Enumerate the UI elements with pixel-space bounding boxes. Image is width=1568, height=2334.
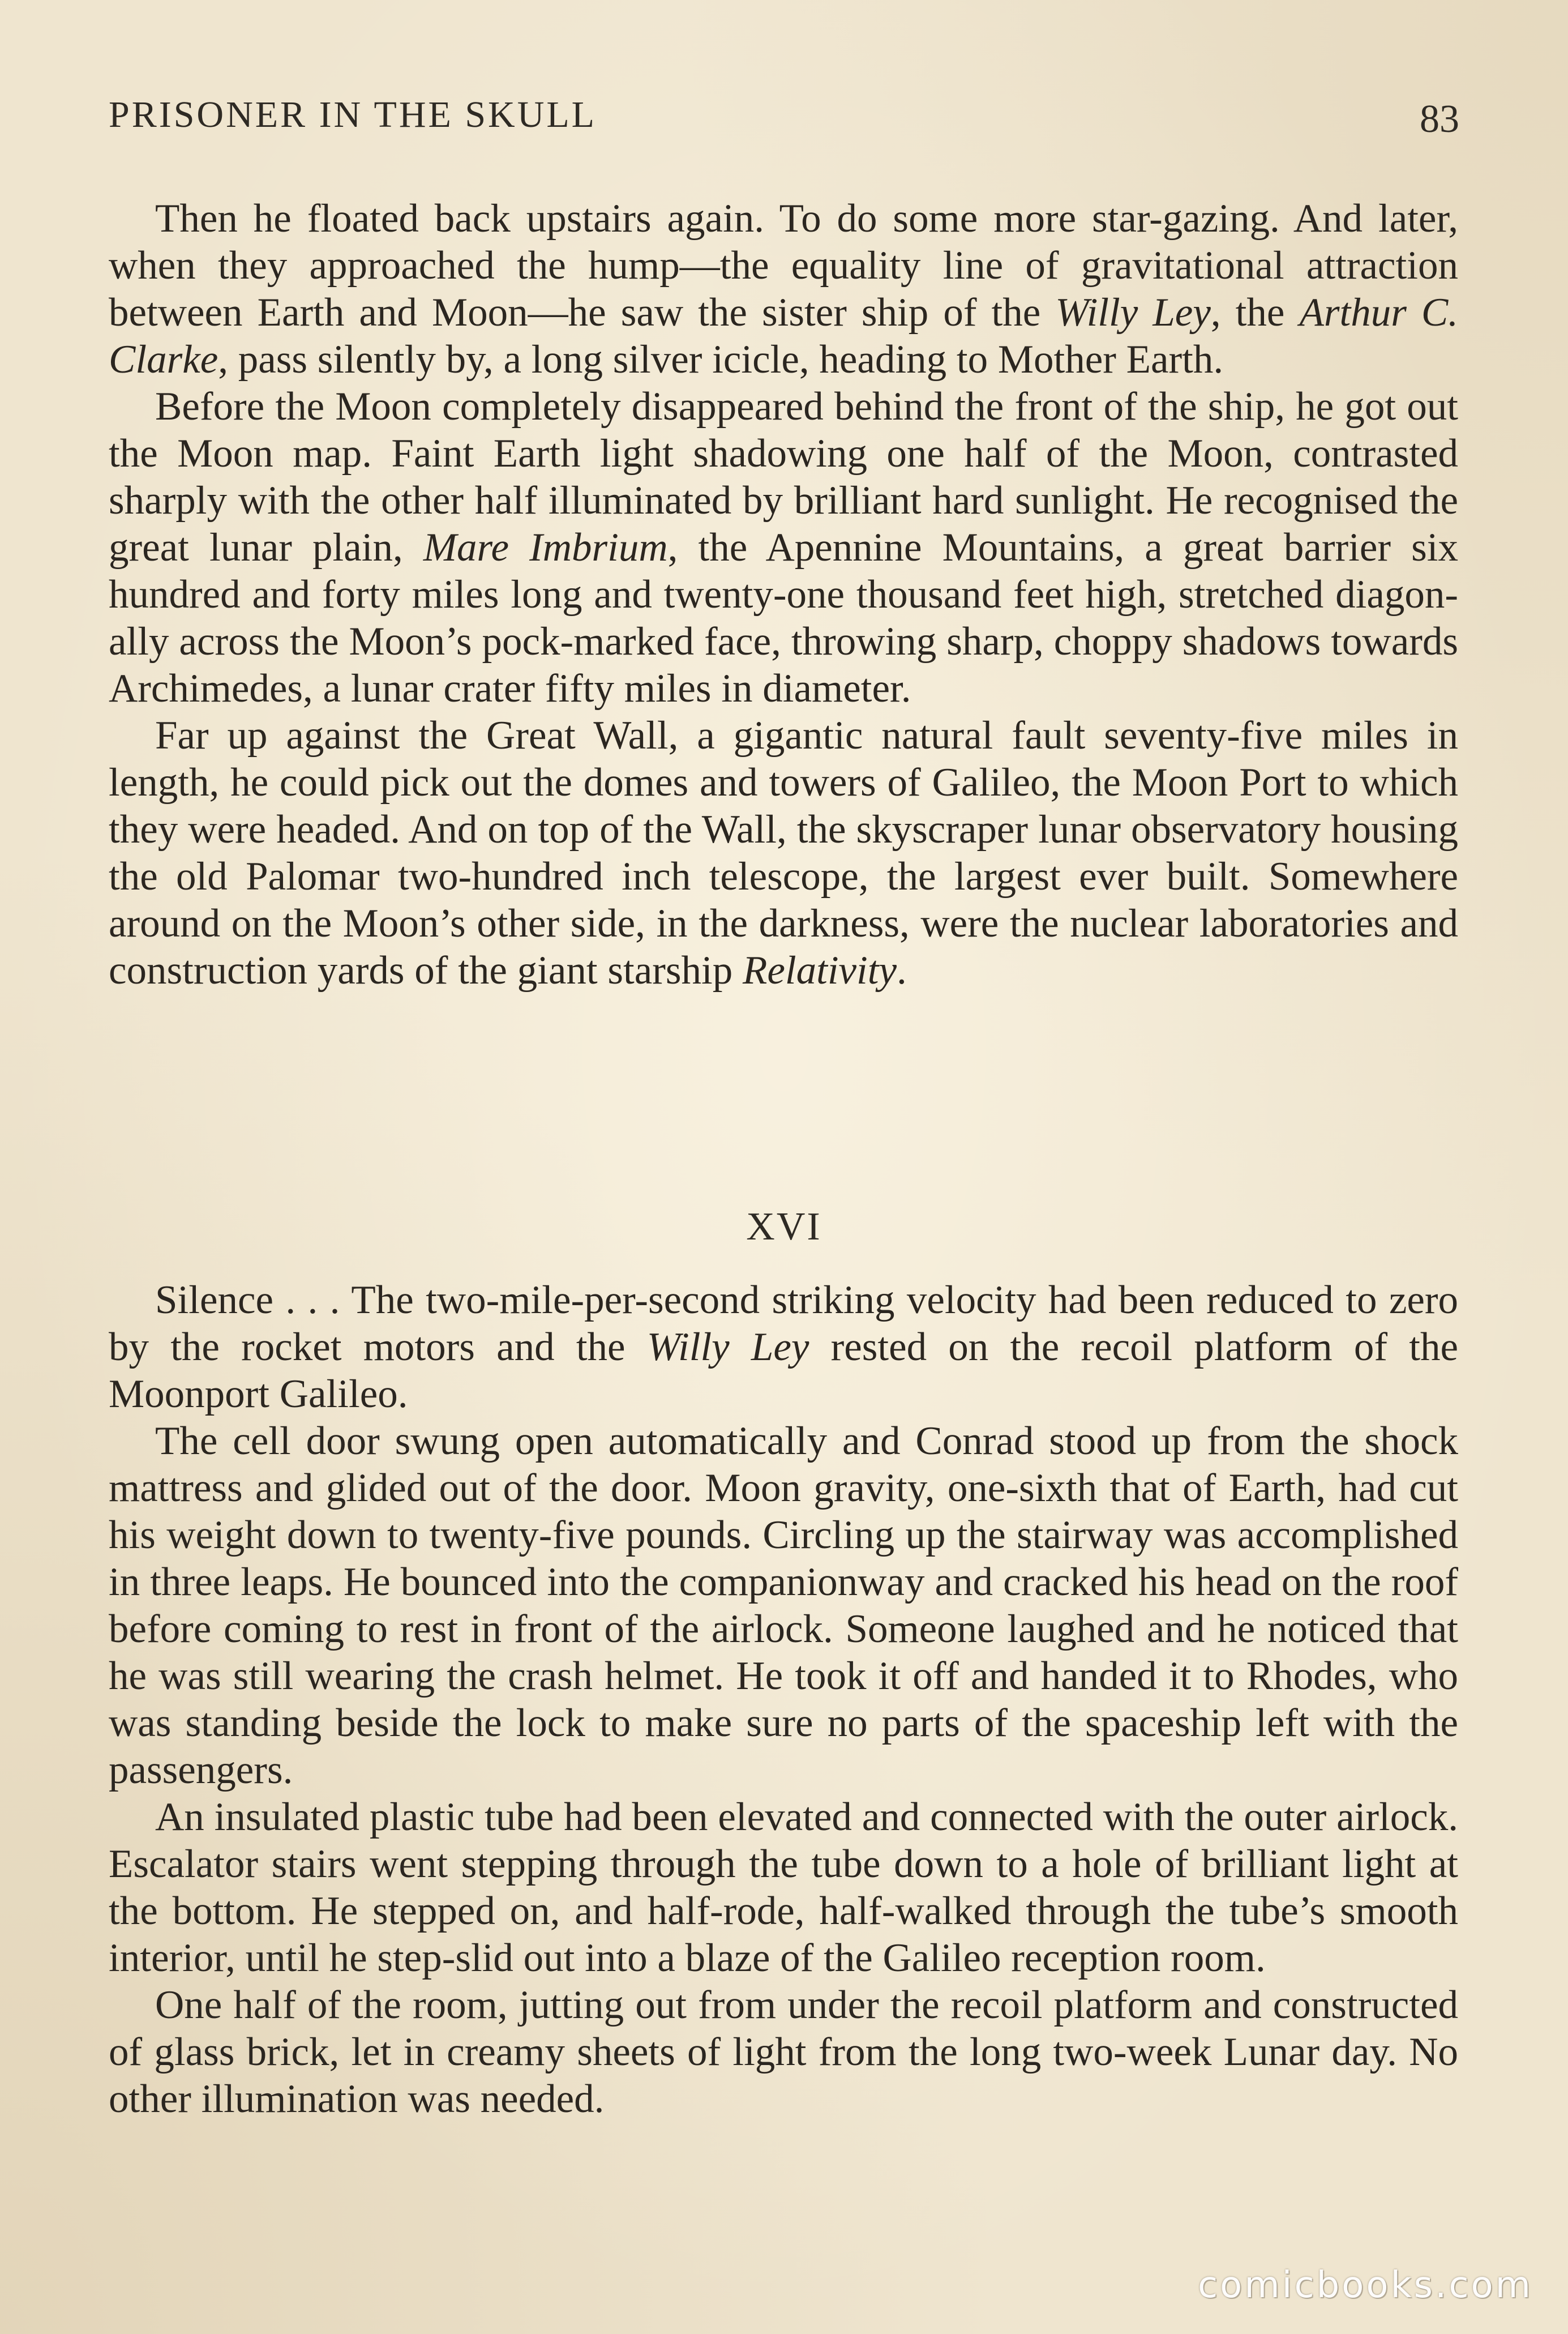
paragraph xyxy=(109,383,1458,712)
text-section-two xyxy=(109,1277,1458,2123)
text-run: Before the Moon completely disappeared behind the front of the ship, he got out the Moon map. Faint Earth light shadowing one half of the Moon, contrasted sharply with the other half illuminated by brilliant hard sunlight. He recognised the great lunar plain, xyxy=(109,384,1458,570)
paragraph xyxy=(109,195,1458,383)
text-run: The cell door swung open automatically and Conrad stood up from the shock mattress and glided out of the door. Moon gravity, one-sixth that of Earth, had cut his weight down to twenty-five pounds. Circling up the stairway was accomplished in three leaps. He bounced into the companionway and cracked his head on the roof before coming to rest in front of the airlock. Someone laughed and he noticed that he was still wearing the crash helmet. He took it off and handed it to Rhodes, who was standing beside the lock to make sure no parts of the spaceship left with the passengers. xyxy=(109,1419,1458,1792)
paragraph xyxy=(109,712,1458,994)
text-run: . xyxy=(897,948,907,993)
text-run: , the xyxy=(1210,290,1300,335)
paragraph xyxy=(109,1418,1458,1794)
paragraph xyxy=(109,1277,1458,1418)
text-run: One half of the room, jutting out from under the recoil platform and constructed of glass brick, let in creamy sheets of light from the long two-week Lunar day. No other illumination was needed. xyxy=(109,1983,1458,2121)
text-run: rested on the recoil platform of the Moonport Galileo. xyxy=(109,1325,1458,1416)
italic-title: Willy Ley xyxy=(646,1325,809,1369)
italic-title: Willy Ley xyxy=(1055,290,1211,335)
text-section-one xyxy=(109,195,1458,994)
site-watermark: comicbooks.com xyxy=(1197,2264,1533,2306)
text-run: Silence . . . The two-mile-per-second striking velocity had been reduced to zero by the rocket motors and the xyxy=(109,1278,1458,1369)
text-run: An insulated plastic tube had been elevated and connected with the outer airlock. Escalator stairs went stepping through the tube down to a hole of brilliant light at the bottom. He stepped on, and half-rode, half-walked through the tube’s smooth interior, until he step-slid out into a blaze of the Galileo reception room. xyxy=(109,1795,1458,1980)
paragraph xyxy=(109,1794,1458,1982)
italic-title: Arthur C. Clarke xyxy=(109,290,1458,382)
italic-title: Relativity xyxy=(742,948,897,993)
running-title: PRISONER IN THE SKULL xyxy=(109,94,597,135)
italic-title: Mare Imbrium xyxy=(423,525,668,570)
paragraph xyxy=(109,1982,1458,2123)
text-run: , pass silently by, a long silver icicle, heading to Mother Earth. xyxy=(218,337,1224,382)
text-run: Far up against the Great Wall, a gigantic natural fault seventy-five miles in length, he could pick out the domes and towers of Galileo, the Moon Port to which they were headed. And on top of the Wall, the skyscraper lunar observatory housing the old Palomar two-hundred inch telescope, the largest ever built. Somewhere around on the Moon’s other side, in the darkness, were the nuclear laboratories and construction yards of the giant starship xyxy=(109,713,1458,993)
text-run: Then he floated back upstairs again. To do some more star-gazing. And later, when they approached the hump—the equality line of gravitational attraction between Earth and Moon—he saw the sister ship of the xyxy=(109,196,1458,335)
text-run: , the Apennine Mountains, a great barrier six hundred and forty miles long and twenty-one thousand feet high, stretched diagonally across the Moon’s pock-marked face, throwing sharp, choppy shadows towards Archimedes, a lunar crater fifty miles in diameter. xyxy=(109,525,1459,711)
chapter-heading: XVI xyxy=(746,1205,822,1249)
page-number: 83 xyxy=(1420,97,1459,141)
